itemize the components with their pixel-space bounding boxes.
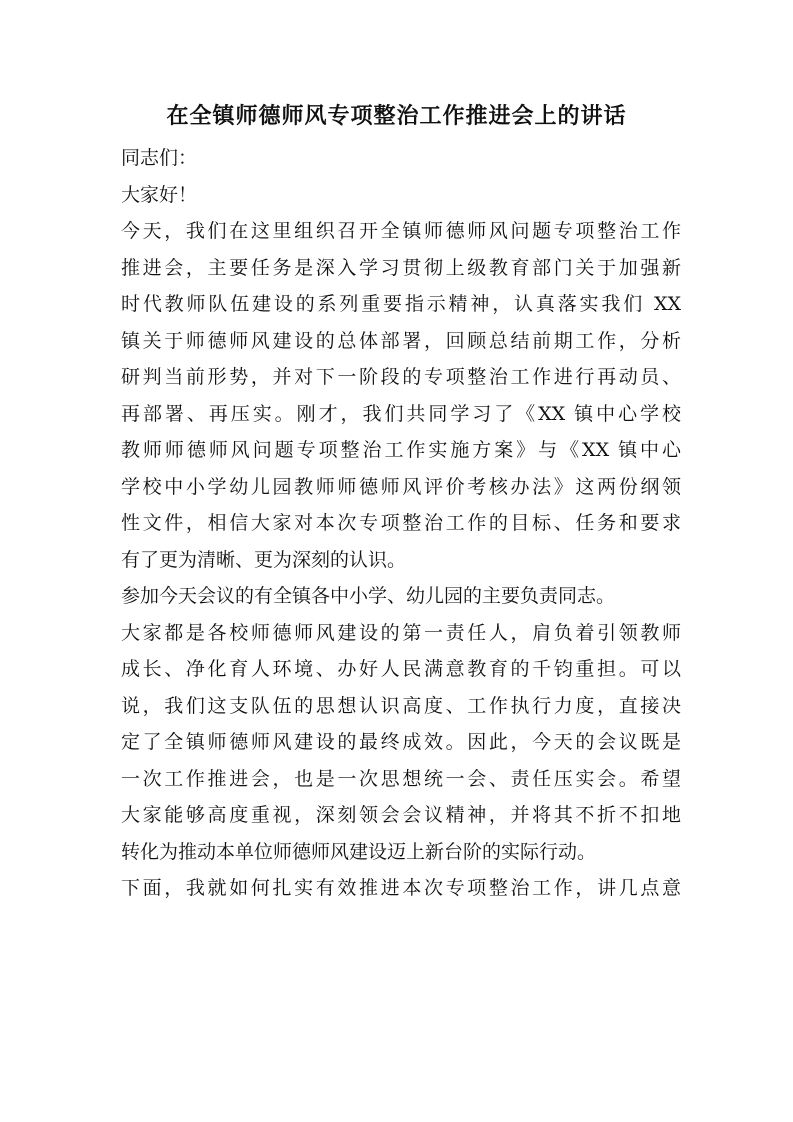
paragraph-line: 再部署、再压实。刚才，我们共同学习了《XX 镇中心学校	[121, 402, 681, 425]
paragraph-line: 时代教师队伍建设的系列重要指示精神，认真落实我们 XX	[121, 293, 681, 315]
paragraph-line: 有了更为清晰、更为深刻的认识。	[121, 548, 407, 571]
paragraph-line: 说，我们这支队伍的思想认识高度、工作执行力度，直接决	[121, 694, 681, 717]
paragraph-line: 定了全镇师德师风建设的最终成效。因此，今天的会议既是	[121, 731, 681, 753]
paragraph-line: 学校中小学幼儿园教师师德师风评价考核办法》这两份纲领	[121, 475, 681, 498]
paragraph-line: 参加今天会议的有全镇各中小学、幼儿园的主要负责同志。	[121, 585, 616, 607]
paragraph-line: 一次工作推进会，也是一次思想统一会、责任压实会。希望	[121, 767, 681, 790]
paragraph-line: 转化为推动本单位师德师风建设迈上新台阶的实际行动。	[121, 840, 597, 863]
paragraph-line: 教师师德师风问题专项整治工作实施方案》与《XX 镇中心	[121, 439, 681, 461]
paragraph-line: 今天，我们在这里组织召开全镇师德师风问题专项整治工作	[121, 220, 681, 242]
salutation-line: 同志们：	[121, 147, 198, 169]
document-title: 在全镇师德师风专项整治工作推进会上的讲话	[166, 103, 627, 129]
paragraph-line: 大家都是各校师德师风建设的第一责任人，肩负着引领教师	[121, 621, 681, 644]
document-body	[121, 140, 681, 907]
greeting-line: 大家好！	[121, 183, 198, 206]
paragraph-line: 成长、净化育人环境、办好人民满意教育的千钧重担。可以	[121, 658, 681, 680]
paragraph-line: 性文件，相信大家对本次专项整治工作的目标、任务和要求	[121, 512, 681, 534]
paragraph-line: 推进会，主要任务是深入学习贯彻上级教育部门关于加强新	[121, 256, 681, 279]
paragraph-line: 镇关于师德师风建设的总体部署，回顾总结前期工作，分析	[121, 329, 681, 352]
paragraph-line: 下面，我就如何扎实有效推进本次专项整治工作，讲几点意	[121, 877, 681, 899]
paragraph-line: 大家能够高度重视，深刻领会会议精神，并将其不折不扣地	[121, 804, 681, 826]
paragraph-line: 研判当前形势，并对下一阶段的专项整治工作进行再动员、	[121, 366, 681, 388]
